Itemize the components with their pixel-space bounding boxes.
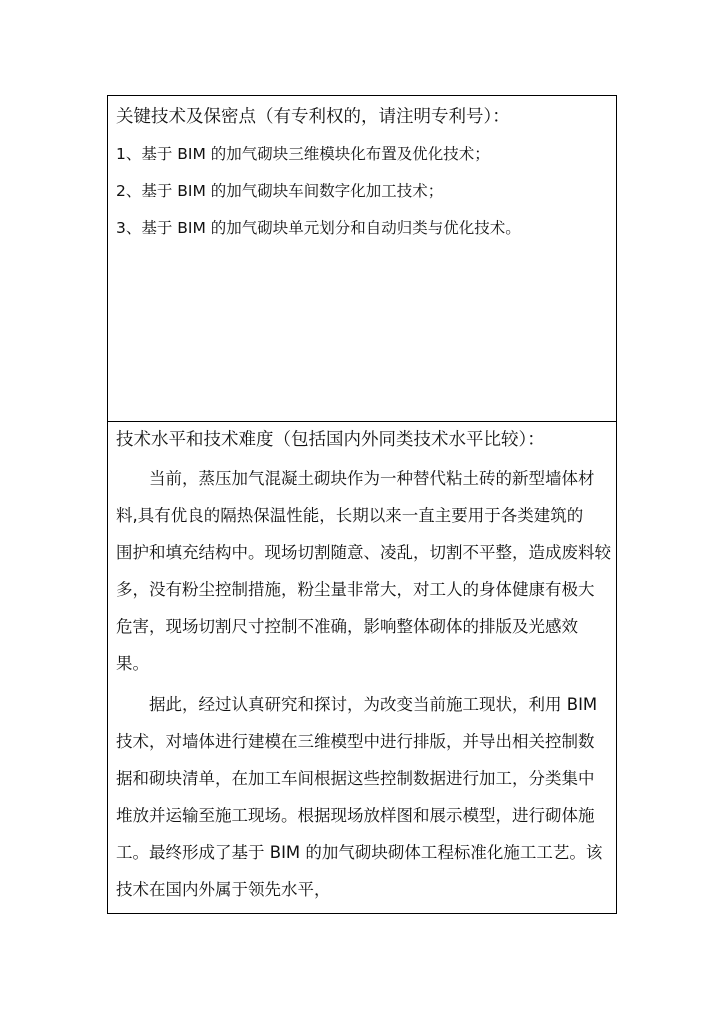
key-technology-heading: 关键技术及保密点（有专利权的，请注明专利号）： [116,107,510,127]
paragraph-2-line-6: 技术在国内外属于领先水平， [116,880,331,899]
technical-level-section [108,422,616,915]
paragraph-2-line-2: 技术，对墙体进行建模在三维模型中进行排版，并导出相关控制数 [116,732,595,751]
paragraph-2-line-1: 据此，经过认真研究和探讨，为改变当前施工现状，利用 BIM [149,695,598,714]
paragraph-1-line-1: 当前，蒸压加气混凝土砌块作为一种替代粘土砖的新型墙体材 [149,469,595,488]
technical-level-heading: 技术水平和技术难度（包括国内外同类技术水平比较）： [116,430,545,450]
paragraph-1-line-2: 料,具有优良的隔热保温性能，长期以来一直主要用于各类建筑的 [116,506,584,525]
key-technology-item-3: 3、基于 BIM 的加气砌块单元划分和自动归类与优化技术。 [116,219,521,237]
document-table [107,95,617,914]
paragraph-1-line-4: 多，没有粉尘控制措施，粉尘量非常大，对工人的身体健康有极大 [116,580,595,599]
paragraph-1-line-6: 果。 [116,654,149,673]
key-technology-section [108,96,616,422]
paragraph-2-line-5: 工。最终形成了基于 BIM 的加气砌块砌体工程标准化施工工艺。该 [116,843,603,862]
key-technology-item-1: 1、基于 BIM 的加气砌块三维模块化布置及优化技术； [116,145,490,163]
paragraph-1-line-3: 围护和填充结构中。现场切割随意、凌乱，切割不平整，造成废料较 [116,543,611,562]
key-technology-item-2: 2、基于 BIM 的加气砌块车间数字化加工技术； [116,182,444,200]
paragraph-2-line-4: 堆放并运输至施工现场。根据现场放样图和展示模型，进行砌体施 [116,806,595,825]
paragraph-2-line-3: 据和砌块清单，在加工车间根据这些控制数据进行加工，分类集中 [116,769,595,788]
paragraph-1-line-5: 危害，现场切割尺寸控制不准确，影响整体砌体的排版及光感效 [116,617,578,636]
